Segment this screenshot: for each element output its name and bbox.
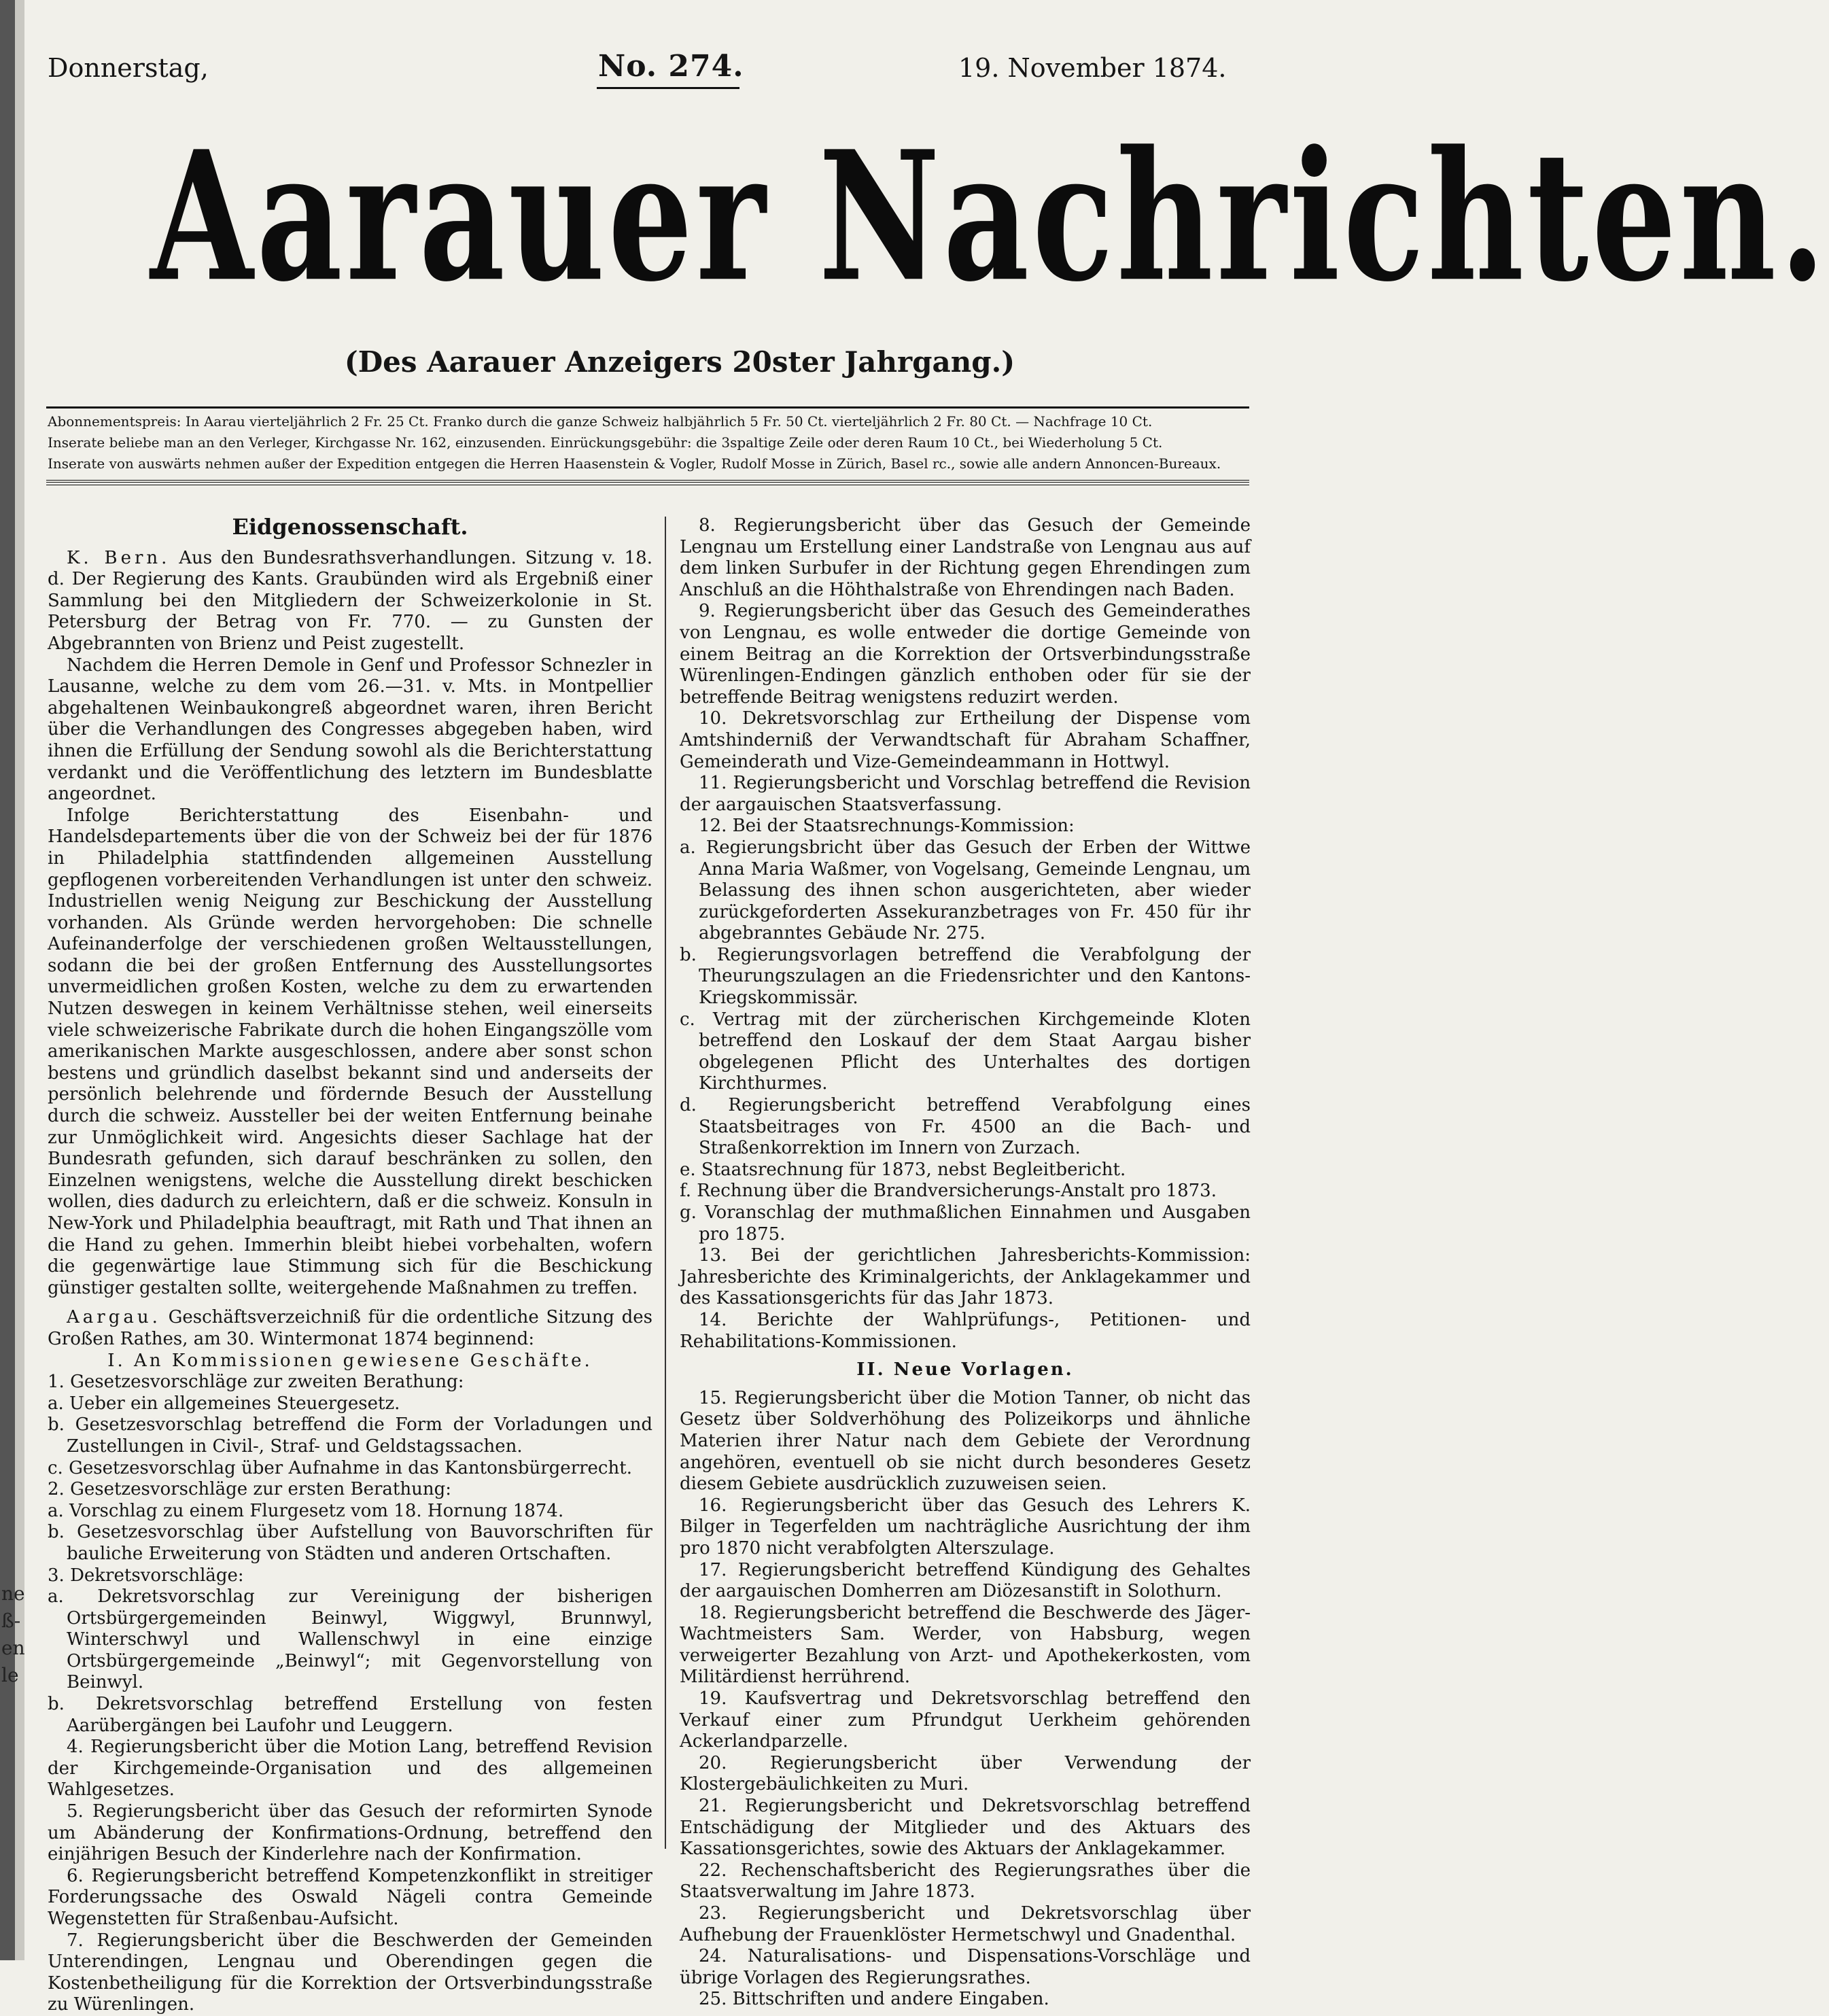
right-column <box>680 515 1251 2011</box>
list-item: 19. Kaufsvertrag und Dekretsvorschlag betreffend den Verkauf einer zum Pfrundgut Uerkheim gehörenden Ackerlandparzelle. <box>680 1688 1251 1752</box>
list-item: b. Dekretsvorschlag betreffend Erstellung von festen Aarübergängen bei Laufohr und Leuggern. <box>48 1694 652 1736</box>
list-item: 16. Regierungsbericht über das Gesuch des Lehrers K. Bilger in Tegerfelden um nachträgliche Ausrichtung der ihm pro 1870 nicht verabfolgten Alterszulage. <box>680 1495 1251 1559</box>
list-item: e. Staatsrechnung für 1873, nebst Begleitbericht. <box>680 1159 1126 1180</box>
list-item: f. Rechnung über die Brandversicherungs-Anstalt pro 1873. <box>680 1181 1217 1202</box>
list-item: 21. Regierungsbericht und Dekretsvorschlag betreffend Entschädigung der Mitglieder und des Aktuars des Kassationsgerichtes, sowie des Aktuars der Anklagekammer. <box>680 1796 1251 1860</box>
list-item: a. Regierungsbricht über das Gesuch der Erben der Wittwe Anna Maria Waßmer, von Vogelsang, Gemeinde Lengnau, um Belassung des ihnen schon ausgerichteten, aber wieder zurückgeforderten Assekuranzbetrages von Fr. 450 für ihr abgebranntes Gebäude Nr. 275. <box>680 837 1251 944</box>
list-item: a. Ueber ein allgemeines Steuergesetz. <box>48 1393 400 1414</box>
list-item: a. Dekretsvorschlag zur Vereinigung der bisherigen Ortsbürgergemeinden Beinwyl, Wiggwyl, Brunnwyl, Winterschwyl und Wallenschwyl in eine einzige Ortsbürgergemeinde „Beinwyl“; mit Gegenvorstellung von Beinwyl. <box>48 1586 652 1693</box>
list-item: c. Vertrag mit der zürcherischen Kirchgemeinde Kloten betreffend den Loskauf der dem Staat Aargau bisher obgelegenen Pflicht des Unterhaltes des dortigen Kirchthurmes. <box>680 1009 1251 1094</box>
article-paragraph <box>48 1307 652 1350</box>
subsection-heading: I. An Kommissionen gewiesene Geschäfte. <box>107 1350 593 1371</box>
list-item: b. Gesetzesvorschlag über Aufstellung von Bauvorschriften für bauliche Erweiterung von Städten und anderen Ortschaften. <box>48 1522 652 1564</box>
list-item: 25. Bittschriften und andere Eingaben. <box>699 1989 1049 2010</box>
subscription-info <box>48 411 1251 474</box>
article-paragraph <box>48 548 652 655</box>
column-separator <box>665 517 666 1849</box>
left-column <box>48 515 652 2016</box>
subsection-heading: II. Neue Vorlagen. <box>856 1359 1074 1380</box>
list-item: 1. Gesetzesvorschläge zur zweiten Berathung: <box>48 1372 464 1393</box>
list-item: 2. Gesetzesvorschläge zur ersten Berathung: <box>48 1479 452 1500</box>
list-item: 9. Regierungsbericht über das Gesuch des Gemeinderathes von Lengnau, es wolle entweder die dortige Gemeinde von einem Beitrag an die Korrektion der Ortsverbindungsstraße Würenlingen-Endingen gänzlich enthoben oder für sie der betreffende Beitrag wenigstens reduzirt werden. <box>680 601 1251 708</box>
fragment-line: en <box>1 1637 25 1659</box>
masthead-title: Aarauer Nachrichten. <box>150 113 1829 321</box>
fragment-line: ne <box>1 1582 25 1605</box>
list-item: g. Voranschlag der muthmaßlichen Einnahmen und Ausgaben pro 1875. <box>680 1202 1251 1245</box>
list-item: 14. Berichte der Wahlprüfungs-, Petitionen- und Rehabilitations-Kommissionen. <box>680 1309 1251 1352</box>
info-line: Abonnementspreis: In Aarau vierteljährlich 2 Fr. 25 Ct. Franko durch die ganze Schweiz halbjährlich 5 Fr. 50 Ct. vierteljährlich 2 Fr. 80 Ct. — Nachfrage 10 Ct. <box>48 413 1153 430</box>
fragment-line: le <box>1 1664 19 1686</box>
info-line: Inserate beliebe man an den Verleger, Kirchgasse Nr. 162, einzusenden. Einrückungsgebühr: die 3spaltige Zeile oder deren Raum 10 Ct., bei Wiederholung 5 Ct. <box>48 434 1163 451</box>
list-item: a. Vorschlag zu einem Flurgesetz vom 18. Hornung 1874. <box>48 1500 564 1521</box>
list-item: 4. Regierungsbericht über die Motion Lang, betreffend Revision der Kirchgemeinde-Organisation und des allgemeinen Wahlgesetzes. <box>48 1737 652 1801</box>
list-item: 15. Regierungsbericht über die Motion Tanner, ob nicht das Gesetz über Soldverhöhung des Polizeikorps und ähnliche Materien ihrer Natur nach dem Gebiete der Verordnung angehören, eventuell ob sie nicht durch besonderes Gesetz diesem Gebiete ausdrücklich zuzuweisen seien. <box>680 1387 1251 1495</box>
list-item: 12. Bei der Staatsrechnungs-Kommission: <box>699 816 1075 837</box>
issue-number-underline <box>597 87 739 89</box>
issue-number: No. 274. <box>598 49 744 84</box>
issue-date: 19. November 1874. <box>958 53 1227 83</box>
list-item: 3. Dekretsvorschläge: <box>48 1565 244 1586</box>
list-item: c. Gesetzesvorschlag über Aufnahme in das Kantonsbürgerrecht. <box>48 1457 632 1478</box>
paragraph-text: Aus den Bundesrathsverhandlungen. Sitzung v. 18. d. Der Regierung des Kants. Graubünden wird als Ergebniß einer Sammlung bei den Mitgliedern der Schweizerkolonie in St. Petersburg der Betrag von Fr. 770. — zu Gunsten der Abgebrannten von Brienz und Peist zugestellt. <box>48 547 652 654</box>
article-paragraph: Infolge Berichterstattung des Eisenbahn- und Handelsdepartements über die von der Schweiz bei der für 1876 in Philadelphia stattfindenden allgemeinen Ausstellung gepflogenen vorbereitenden Verhandlungen ist unter den schweiz. Industriellen wenig Neigung zur Beschickung der Ausstellung vorhanden. Als Gründe werden hervorgehoben: Die schnelle Aufeinanderfolge der verschiedenen großen Weltausstellungen, sodann die bei der großen Entfernung des Ausstellungsortes unvermeidlichen großen Kosten, welche zu dem zu erwartenden Nutzen deswegen in keinem Verhältnisse stehen, weil einerseits viele schweizerische Fabrikate durch die hohen Eingangszölle vom amerikanischen Markte ausgeschlossen, andere aber sonst schon bestens und gründlich daselbst bekannt sind und anderseits der persönlich belehrende und fördernde Besuch der Ausstellung durch die schweiz. Aussteller bei der weiten Entfernung beinahe zur Unmöglichkeit wird. Angesichts dieser Sachlage hat der Bundesrath gefunden, sich darauf beschränken zu sollen, den Einzelnen wenigstens, welche die Ausstellung direkt beschicken wollen, dies dadurch zu erleichtern, daß er die schweiz. Konsuln in New-York und Philadelphia beauftragt, mit Rath und That ihnen an die Hand zu gehen. Immerhin bleibt hiebei vorbehalten, wofern die gegenwärtige laue Stimmung sich für die Beschickung günstiger gestalten sollte, weitergehende Maßnahmen zu treffen. <box>48 805 652 1298</box>
place-label: Aargau. <box>67 1307 161 1328</box>
list-item: 24. Naturalisations- und Dispensations-Vorschläge und übrige Vorlagen des Regierungsrathes. <box>680 1946 1251 1988</box>
list-item: 11. Regierungsbericht und Vorschlag betreffend die Revision der aargauischen Staatsverfassung. <box>680 773 1251 815</box>
divider <box>46 406 1249 409</box>
list-item: 22. Rechenschaftsbericht des Regierungsrathes über die Staatsverwaltung im Jahre 1873. <box>680 1860 1251 1902</box>
list-item: 6. Regierungsbericht betreffend Kompetenzkonflikt in streitiger Forderungssache des Oswald Nägeli contra Gemeinde Wegenstetten für Straßenbau-Aufsicht. <box>48 1865 652 1929</box>
section-heading: Eidgenossenschaft. <box>232 514 468 540</box>
list-item: 18. Regierungsbericht betreffend die Beschwerde des Jäger-Wachtmeisters Sam. Werder, von Habsburg, wegen verweigerter Bezahlung von Arzt- und Apothekerkosten, vom Militärdienst herrührend. <box>680 1602 1251 1688</box>
fragment-line: ß- <box>1 1610 21 1632</box>
list-item: 8. Regierungsbericht über das Gesuch der Gemeinde Lengnau um Erstellung einer Landstraße von Lengnau aus auf dem linken Surbufer in der Richtung gegen Ehrendingen zum Anschluß an die Höhthalstraße von Ehrendingen nach Baden. <box>680 515 1251 600</box>
list-item: 5. Regierungsbericht über das Gesuch der reformirten Synode um Abänderung der Konfirmations-Ordnung, betreffend den einjährigen Besuch der Kinderlehre nach der Konfirmation. <box>48 1801 652 1865</box>
list-item: 10. Dekretsvorschlag zur Ertheilung der Dispense vom Amtshinderniß der Verwandtschaft für Abraham Schaffner, Gemeinderath und Vize-Gemeindeammann in Hottwyl. <box>680 708 1251 772</box>
list-item: d. Regierungsbericht betreffend Verabfolgung eines Staatsbeitrages von Fr. 4500 an die Bach- und Straßenkorrektion im Innern von Zurzach. <box>680 1095 1251 1159</box>
place-label: K. Bern. <box>67 547 171 568</box>
list-item: b. Regierungsvorlagen betreffend die Verabfolgung der Theurungszulagen an die Friedensrichter und den Kantons-Kriegskommissär. <box>680 944 1251 1009</box>
divider <box>46 480 1249 485</box>
list-item: 20. Regierungsbericht über Verwendung der Klostergebäulichkeiten zu Muri. <box>680 1752 1251 1795</box>
list-item: b. Gesetzesvorschlag betreffend die Form der Vorladungen und Zustellungen in Civil-, Straf- und Geldstagssachen. <box>48 1414 652 1457</box>
article-paragraph: Nachdem die Herren Demole in Genf und Professor Schnezler in Lausanne, welche zu dem vom 26.—31. v. Mts. in Montpellier abgehaltenen Weinbaukongreß abgeordnet waren, ihren Bericht über die Verhandlungen des Congresses abgegeben haben, wird ihnen die Erfüllung der Sendung sowohl als die Berichterstattung verdankt und die Veröffentlichung des letztern im Bundesblatte angeordnet. <box>48 655 652 805</box>
info-line: Inserate von auswärts nehmen außer der Expedition entgegen die Herren Haasenstein & Vogler, Rudolf Mosse in Zürich, Basel rc., sowie alle andern Annoncen-Bureaux. <box>48 455 1221 472</box>
issue-day: Donnerstag, <box>48 53 209 83</box>
list-item: 23. Regierungsbericht und Dekretsvorschlag über Aufhebung der Frauenklöster Hermetschwyl und Gnadenthal. <box>680 1903 1251 1945</box>
masthead-subtitle: (Des Aarauer Anzeigers 20ster Jahrgang.) <box>344 345 1015 379</box>
list-item: 7. Regierungsbericht über die Beschwerden der Gemeinden Unterendingen, Lengnau und Oberendingen gegen die Kostenbetheiligung für die Korrektion der Ortsverbindungsstraße zu Würenlingen. <box>48 1930 652 2015</box>
previous-page-fragment <box>0 1580 26 1689</box>
list-item: 17. Regierungsbericht betreffend Kündigung des Gehaltes der aargauischen Domherren am Diözesanstift in Solothurn. <box>680 1559 1251 1602</box>
list-item: 13. Bei der gerichtlichen Jahresberichts-Kommission: Jahresberichte des Kriminalgerichts, der Anklagekammer und des Kassationsgerichts für das Jahr 1873. <box>680 1245 1251 1309</box>
paragraph-text: Geschäftsverzeichniß für die ordentliche Sitzung des Großen Rathes, am 30. Wintermonat 1874 beginnend: <box>48 1307 652 1349</box>
